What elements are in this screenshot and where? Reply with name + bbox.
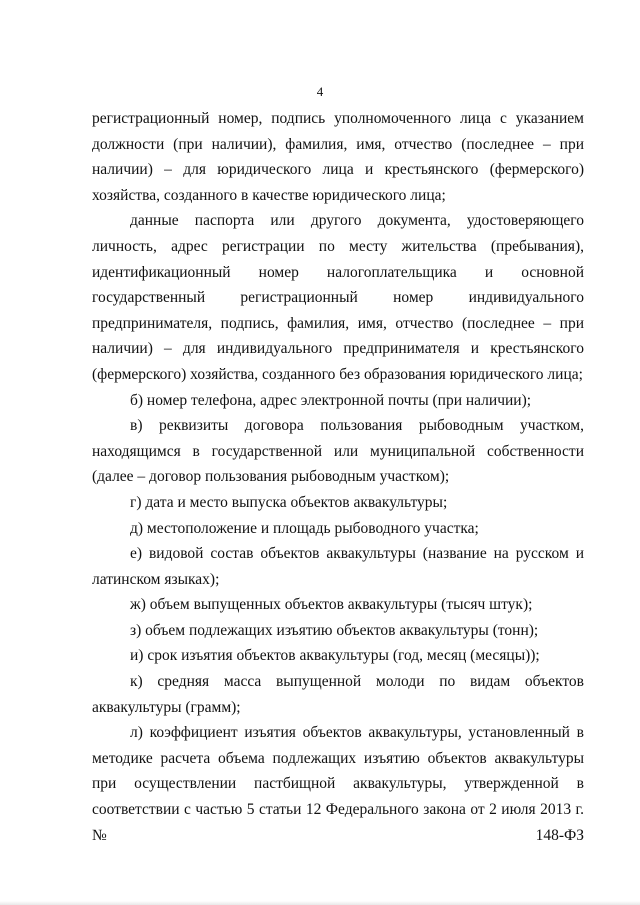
paragraph-individual-entrepreneur-details: данные паспорта или другого документа, удостоверяющего личность, адрес регистрации по месту жительства (пребывания), идентификационный номер налогоплательщика и основной государственный регистрационный номер индивидуального предпринимателя, подпись, фамилия, имя, отчество (последнее – при наличии) – для индивидуального предпринимателя и крестьянского (фермерского) хозяйства, созданного без образования юридического лица; bbox=[92, 212, 584, 383]
paragraph-item-b-contacts: б) номер телефона, адрес электронной почты (при наличии); bbox=[130, 391, 532, 409]
paragraph-item-e-species: е) видовой состав объектов аквакультуры (название на русском и латинском языках); bbox=[92, 545, 584, 588]
paragraph-item-i-withdrawal-period: и) срок изъятия объектов аквакультуры (год, месяц (месяцы)); bbox=[130, 647, 540, 665]
paragraph-item-v-contract: в) реквизиты договора пользования рыбоводным участком, находящимся в государственной или муниципальной собственности (далее – договор пользования рыбоводным участком); bbox=[92, 417, 584, 486]
page-number: 4 bbox=[316, 84, 324, 99]
paragraph-item-z-volume-withdrawal: з) объем подлежащих изъятию объектов аквакультуры (тонн); bbox=[130, 621, 539, 639]
paragraph-item-d-location: д) местоположение и площадь рыбоводного участка; bbox=[130, 519, 479, 537]
paragraph-item-k-average-mass: к) средняя масса выпущенной молоди по видам объектов аквакультуры (грамм); bbox=[92, 673, 584, 716]
paragraph-legal-entity-details: регистрационный номер, подпись уполномоченного лица с указанием должности (при наличии), фамилия, имя, отчество (последнее – при наличии) – для юридического лица и крестьянского (фермерского) хозяйства, созданного в качестве юридического лица; bbox=[92, 110, 584, 204]
document-body bbox=[92, 106, 584, 848]
paragraph-item-l-coefficient: л) коэффициент изъятия объектов аквакультуры, установленный в методике расчета объема подлежащих изъятию объектов аквакультуры при осуществлении пастбищной аквакультуры, утвержденной в соответствии с частью 5 статьи 12 Федерального закона от 2 июля 2013 г. № 148-ФЗ bbox=[92, 724, 584, 844]
page-bottom-edge bbox=[0, 901, 640, 905]
paragraph-item-g-release-date: г) дата и место выпуска объектов аквакультуры; bbox=[130, 493, 448, 511]
paragraph-item-zh-volume-released: ж) объем выпущенных объектов аквакультуры (тысяч штук); bbox=[130, 596, 533, 614]
